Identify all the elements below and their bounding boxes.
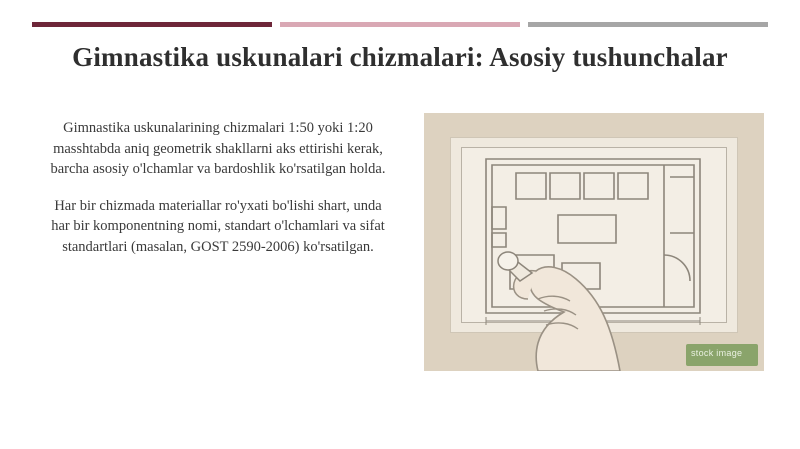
title-rule-segment-2 xyxy=(280,22,520,27)
body-paragraph-2: Har bir chizmada materiallar ro'yxati bo'lishi shart, unda har bir komponentning nomi, standart o'lchamlari va sifat standartlari (masalan, GOST 2590-2006) ko'rsatilgan. xyxy=(51,197,385,255)
illustration xyxy=(424,113,764,371)
title-rule-segment-1 xyxy=(32,22,272,27)
page-title: Gimnastika uskunalari chizmalari: Asosiy tushunchalar xyxy=(72,42,728,72)
hand-with-pencil-icon xyxy=(424,113,764,371)
title-rule-segment-3 xyxy=(528,22,768,27)
watermark-label: stock image xyxy=(691,348,743,358)
body-paragraph-1: Gimnastika uskunalarining chizmalari 1:50 yoki 1:20 masshtabda aniq geometrik shakllarni aks ettirishi kerak, barcha asosiy o'lchamlar va bardoshlik ko'rsatilgan holda. xyxy=(50,120,386,178)
watermark-badge xyxy=(686,344,758,366)
body-text-block xyxy=(48,118,388,257)
